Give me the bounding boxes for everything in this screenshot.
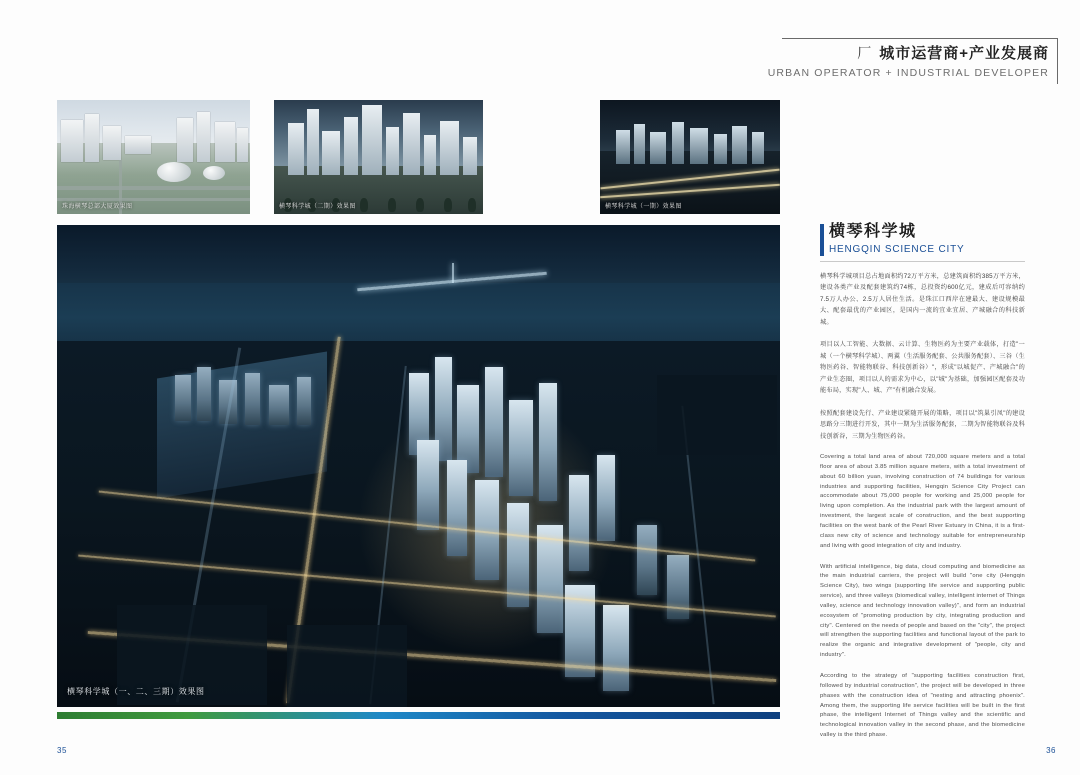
thumb3-tower [714, 134, 727, 164]
section-title-accent-bar [820, 224, 824, 256]
section-title-cn: 横琴科学城 [829, 223, 917, 240]
thumb1-dome-structure [157, 162, 191, 182]
thumb1-building [177, 118, 193, 162]
thumb3-tower [752, 132, 764, 164]
hero-tower [637, 525, 657, 595]
hero-tower [537, 525, 563, 633]
thumb2-tower [288, 123, 304, 175]
footer-color-bar [57, 712, 780, 719]
thumb3-tower [616, 130, 630, 164]
thumb2-tree [360, 198, 368, 212]
hero-tower [297, 377, 311, 425]
thumb1-building [197, 112, 210, 162]
thumb1-building [215, 122, 235, 162]
thumb3-tower [690, 128, 708, 164]
thumbnail-image-3 [600, 100, 780, 214]
hero-tower [269, 385, 289, 425]
hero-tower [569, 475, 589, 571]
thumb2-tower [362, 105, 382, 175]
thumb1-building [237, 128, 248, 162]
paragraph-cn-1: 横琴科学城项目总占地面积约72万平方米，总建筑面积约385万平方米，建设各类产业及配套建筑约74栋，总投资约600亿元，建成后可容纳约7.5万人办公、2.5万人居住生活。是珠江口西岸在建最大、建设规模最大、配套最优的产业园区，是国内一流的宜业宜居、产城融合的科技新城。 [820, 273, 1025, 326]
hero-tower [485, 367, 503, 477]
section-title-divider [820, 261, 1025, 262]
thumb1-building [125, 136, 151, 154]
hero-tower [509, 400, 533, 496]
thumb1-dome-structure [203, 166, 225, 180]
thumb1-building [61, 120, 83, 162]
thumb2-tree [416, 198, 424, 212]
hero-tower [603, 605, 629, 691]
hero-caption: 横琴科学城（一、二、三期）效果图 [67, 687, 205, 696]
thumb2-tower [307, 109, 319, 175]
section-text-column [820, 222, 1025, 741]
thumbnail-image-2 [274, 100, 483, 214]
thumb2-tower [322, 131, 340, 175]
thumb2-tower [386, 127, 399, 175]
thumb3-tower [650, 132, 666, 164]
header-title-cn-text: 城市运营商+产业发展商 [879, 45, 1049, 62]
thumb3-tower [672, 122, 684, 164]
thumb2-tower [440, 121, 459, 175]
thumb3-tower [634, 124, 645, 164]
hero-tower [417, 440, 439, 530]
thumbnail-1-caption: 珠海横琴总部大厦效果图 [62, 204, 133, 210]
page-spine [539, 0, 540, 775]
thumb2-tower [424, 135, 436, 175]
thumb1-road [57, 186, 250, 190]
section-title-en: HENGQIN SCIENCE CITY [829, 244, 965, 255]
thumb3-tower [732, 126, 747, 164]
thumbnail-2-caption: 横琴科学城（二期）效果图 [279, 204, 356, 210]
hero-tower [245, 373, 260, 425]
thumb2-tower [463, 137, 477, 175]
header-title-en: URBAN OPERATOR + INDUSTRIAL DEVELOPER [767, 67, 1049, 79]
paragraph-en-1: Covering a total land area of about 720,000 square meters and a total floor area of about 3.85 million square meters, with a total investment of about 60 billion yuan, involving construction of 74 buildings for various industries and supporting facilities, Hengqin Science City Project can accommodate about 75,000 people for working and 25,000 people for living upon completion. As the industrial park with the largest amount of investment, the largest scale of construction, and the best supporting facilities on the west bank of the Pearl River Estuary in China, it is a first-class new city of science and technology suitable for entrepreneurship and living with good integration of city and industry. [820, 454, 1025, 549]
hero-tower [447, 460, 467, 556]
thumb2-tower [403, 113, 420, 175]
hero-tower [175, 375, 191, 421]
thumb2-tree [444, 198, 452, 212]
hero-bridge-pylon [452, 263, 454, 283]
header-rule-top [782, 38, 1058, 39]
thumb1-building [103, 126, 121, 160]
paragraph-en-3: According to the strategy of "supporting facilities construction first, followed by industrial construction", the project will be developed in three phases with the construction idea of "nesting and attracting phoenix". Among them, the supporting life service facilities will be built in the first phase, the intelligent Internet of Things valley and the scientific and technological innovation valley in the second phase, and the biomedicine valley is the third phase. [820, 672, 1025, 739]
thumbnail-image-1 [57, 100, 250, 214]
hero-rendering-image [57, 225, 780, 707]
header-title-cn [758, 38, 1058, 63]
header-rule-right [1057, 38, 1058, 84]
hero-tower [539, 383, 557, 501]
page-number-right: 36 [1046, 746, 1056, 755]
corner-mark-icon: 厂 [857, 45, 873, 61]
paragraph-en-2: With artificial intelligence, big data, cloud computing and biomedicine as the main industrial carriers, the project will build "one city (Hengqin Science City), two wings (supporting life service and supporting public service), and three valleys (biomedical valley, intelligent internet of Things valley, science and technology innovation valley)", and form an industrial ecosystem of "promoting production by city, integrating production and city". Centered on the needs of people and based on the "city", the project will strengthen the supporting facilities and functional layout of the park to realize the organic and integrative development of "people, city and industry". [820, 563, 1025, 659]
hero-tower [597, 455, 615, 541]
thumb2-tree [468, 198, 476, 212]
thumbnail-3-caption: 横琴科学城（一期）效果图 [605, 204, 682, 210]
paragraph-cn-3: 按照配套建设先行、产业建设紧随开展的策略，项目以"筑巢引凤"的建设思路分三期进行开发，其中一期为生活服务配套，二期为智能物联谷及科技创新谷，三期为生物医药谷。 [820, 409, 1025, 440]
section-title [820, 222, 1025, 255]
thumb1-building [85, 114, 99, 162]
thumb2-tower [344, 117, 358, 175]
hero-tower [197, 367, 211, 421]
hero-outlying-block [657, 375, 777, 455]
page-number-left: 35 [57, 746, 67, 755]
thumb2-tree [388, 198, 396, 212]
hero-outlying-block [287, 625, 407, 707]
paragraph-cn-2: 项目以人工智能、大数据、云计算、生物医药为主要产业载体，打造"一城（一个横琴科学城）、两翼（生活服务配套、公共服务配套）、三谷（生物医药谷、智能物联谷、科技创新谷）"，形成"以城促产、产城融合"的产业生态圈，项目以人的需求为中心，以"城"为基础，加强园区配套及功能布局，实现"人、城、产"有机融合发展。 [820, 341, 1025, 395]
page-header [758, 38, 1058, 79]
